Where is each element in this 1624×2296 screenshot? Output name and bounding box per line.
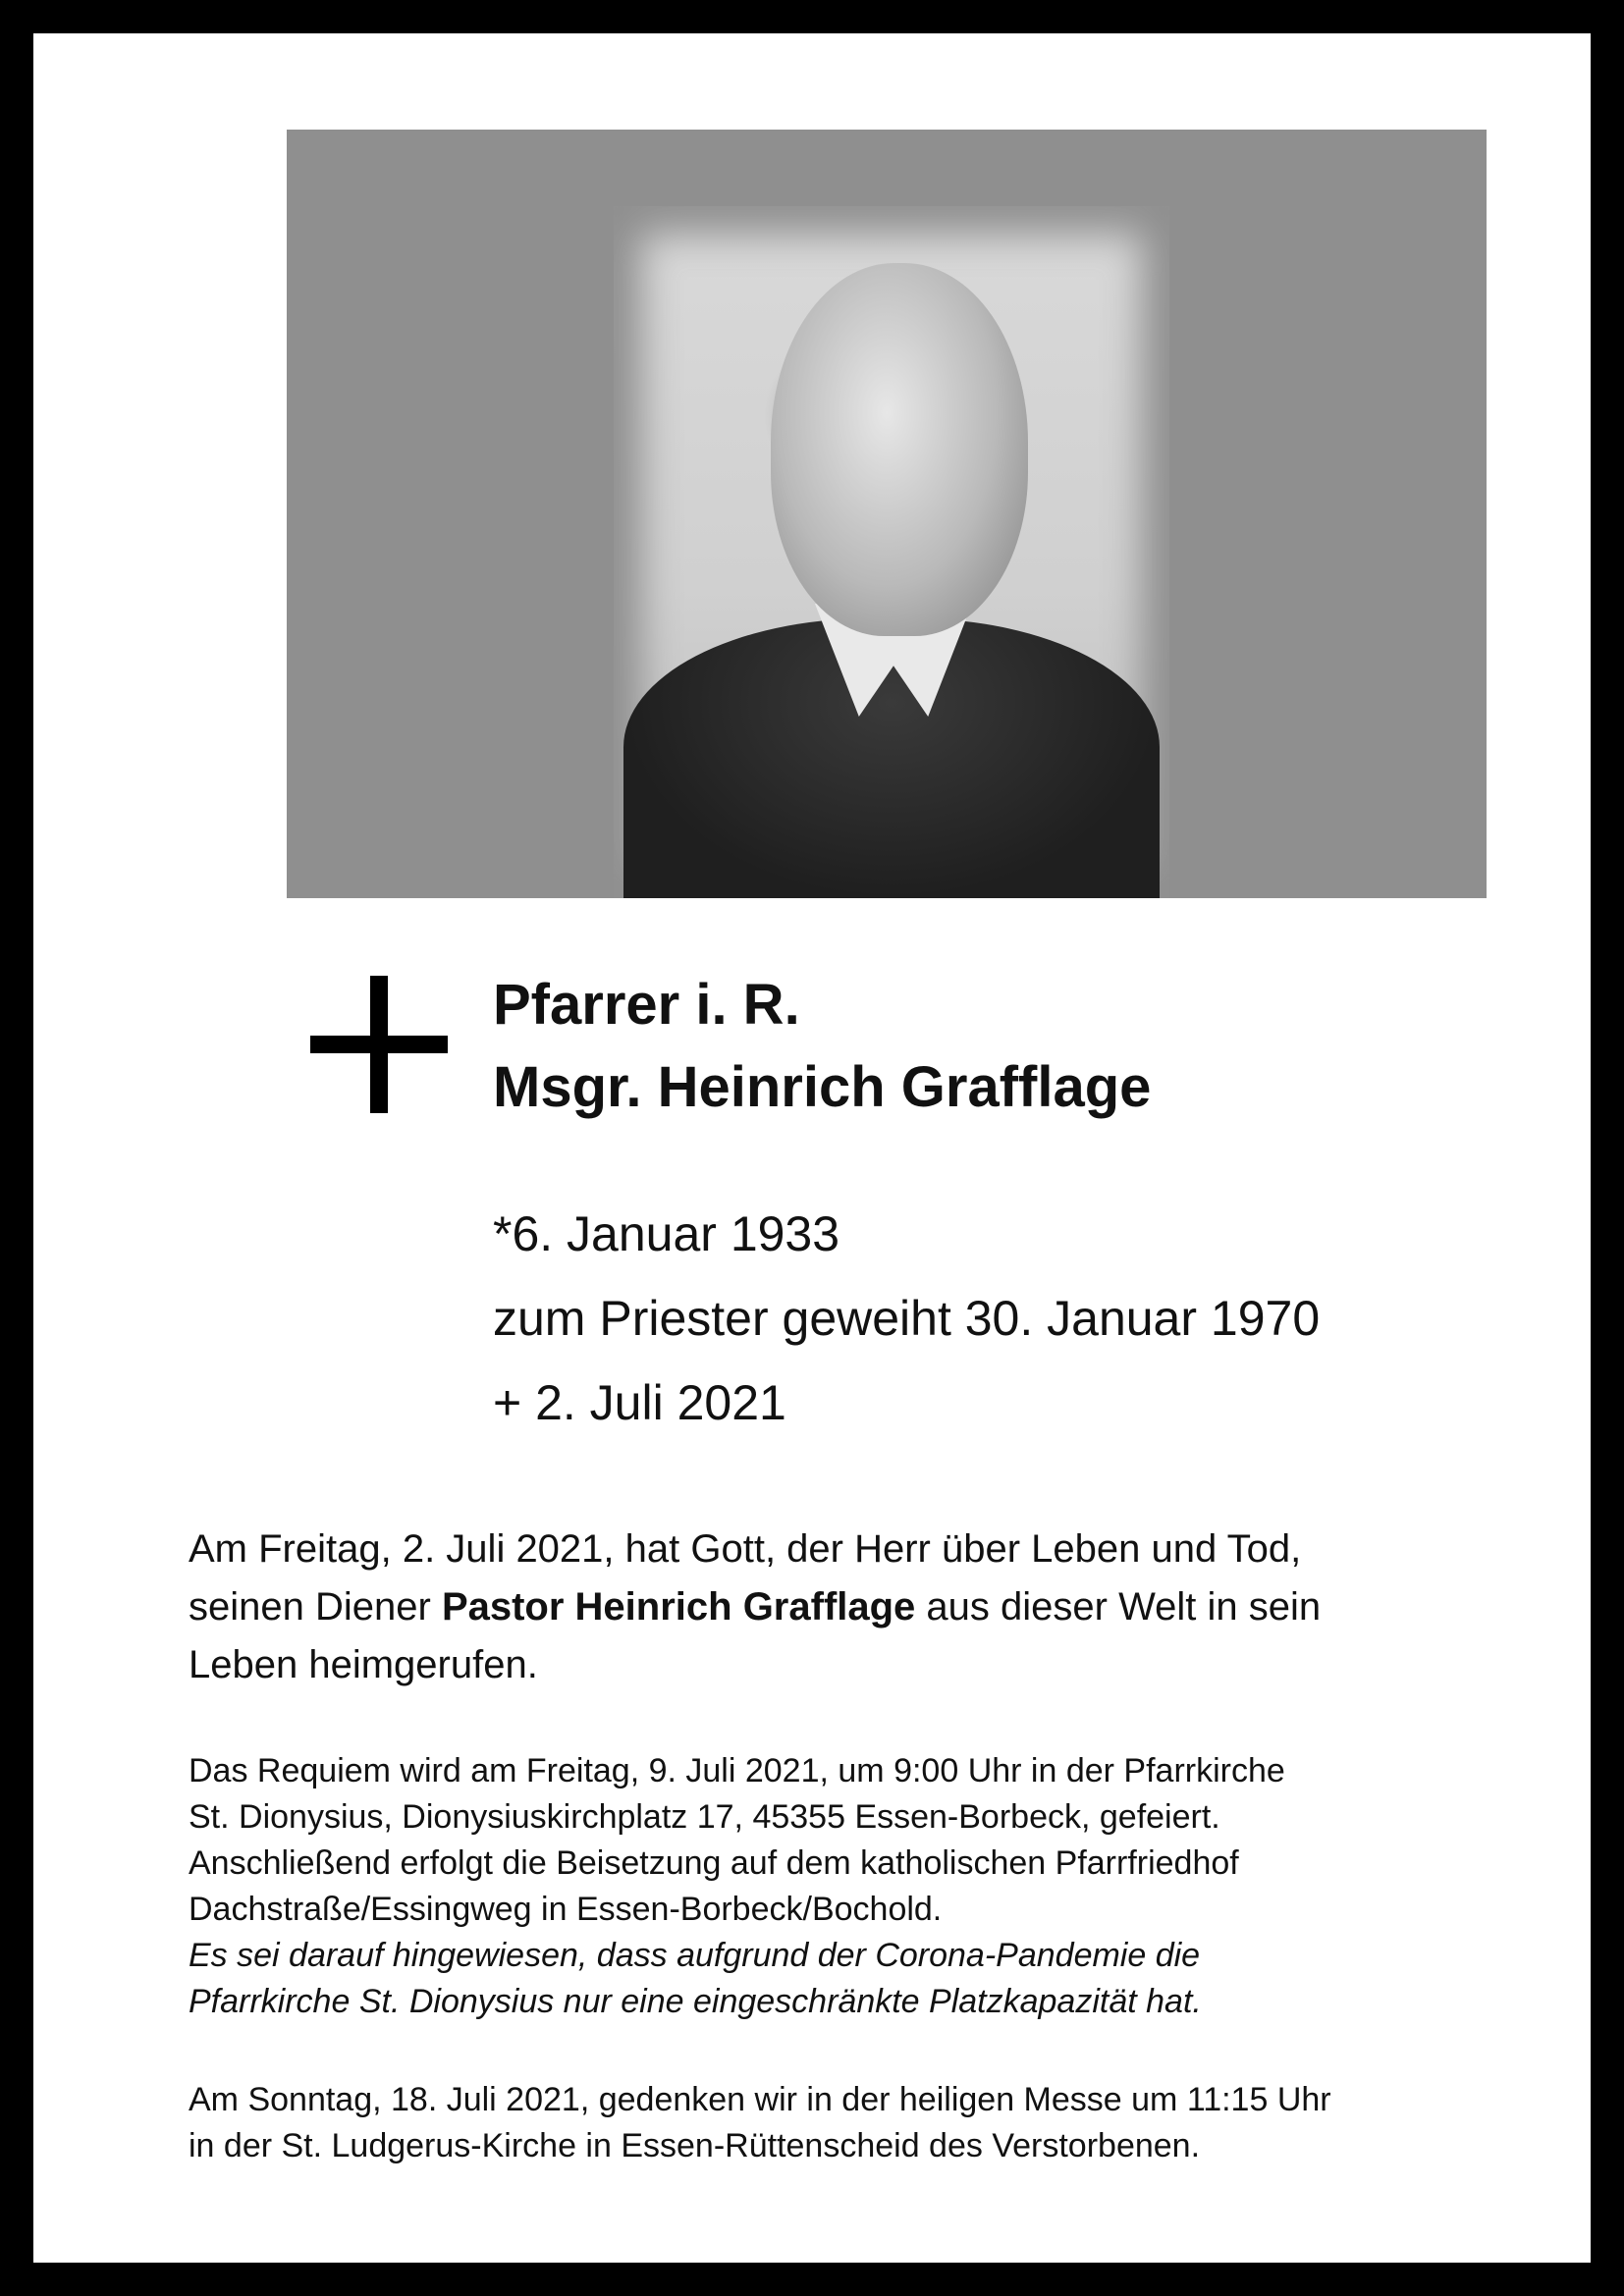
memorial-line: in der St. Ludgerus-Kirche in Essen-Rüttenscheid des Verstorbenen. <box>189 2127 1201 2164</box>
capacity-note: Es sei darauf hingewiesen, dass aufgrund der Corona-Pandemie die <box>189 1937 1201 1974</box>
memorial-line: Am Sonntag, 18. Juli 2021, gedenken wir in der heiligen Messe um 11:15 Uhr <box>189 2081 1331 2118</box>
deceased-name-bold: Pastor Heinrich Grafflage <box>441 1585 916 1629</box>
title-line-rank: Pfarrer i. R. <box>493 973 800 1037</box>
memorial-paragraph <box>189 2077 1583 2169</box>
requiem-line: Anschließend erfolgt die Beisetzung auf dem katholischen Pfarrfriedhof <box>189 1844 1239 1882</box>
latin-cross-icon <box>310 976 448 1113</box>
requiem-line: St. Dionysius, Dionysiuskirchplatz 17, 45355 Essen-Borbeck, gefeiert. <box>189 1798 1220 1836</box>
announcement-text: aus dieser Welt in sein <box>915 1585 1322 1629</box>
announcement-paragraph <box>189 1521 1563 1694</box>
capacity-note: Pfarrkirche St. Dionysius nur eine eingeschränkte Platzkapazität hat. <box>189 1983 1202 2020</box>
photo-frame <box>287 130 1487 898</box>
requiem-paragraph <box>189 1748 1583 2025</box>
title-line-name: Msgr. Heinrich Grafflage <box>493 1055 1152 1119</box>
birth-date: *6. Januar 1933 <box>493 1206 840 1261</box>
announcement-line: Am Freitag, 2. Juli 2021, hat Gott, der Herr über Leben und Tod, <box>189 1527 1302 1571</box>
requiem-line: Dachstraße/Essingweg in Essen-Borbeck/Bochold. <box>189 1891 943 1928</box>
announcement-line <box>189 1578 1563 1636</box>
death-date: + 2. Juli 2021 <box>493 1375 786 1430</box>
deceased-title <box>493 964 1151 1129</box>
portrait-head <box>771 263 1028 636</box>
portrait-photo <box>614 206 1169 898</box>
announcement-text: seinen Diener <box>189 1585 442 1629</box>
life-dates <box>493 1192 1320 1445</box>
announcement-line: Leben heimgerufen. <box>189 1643 538 1686</box>
requiem-line: Das Requiem wird am Freitag, 9. Juli 2021, um 9:00 Uhr in der Pfarrkirche <box>189 1752 1285 1789</box>
ordination-date: zum Priester geweiht 30. Januar 1970 <box>493 1291 1321 1346</box>
